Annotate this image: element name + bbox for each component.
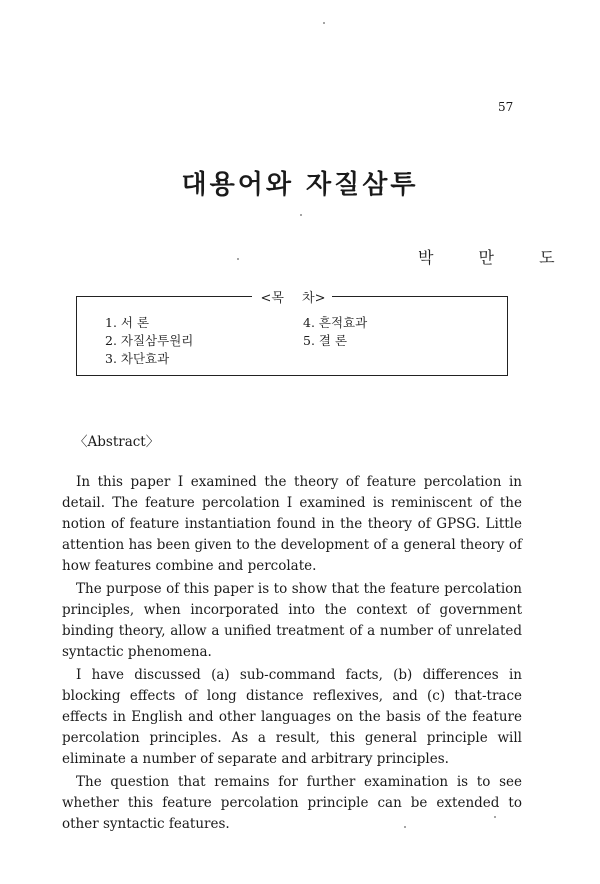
table-of-contents — [76, 291, 508, 376]
scan-speck — [494, 816, 496, 818]
abstract-body — [62, 472, 522, 837]
paper-title: 대용어와 자질삼투 — [181, 170, 419, 200]
toc-item: 2. 자질삼투원리 — [105, 333, 194, 348]
toc-item: 1. 서 론 — [105, 315, 150, 330]
abstract-paragraph: The purpose of this paper is to show that the feature percolation principles, when incorporated into the context of government binding theory, allow a unified treatment of a number of unrelated syntactic phenomena. — [62, 581, 522, 660]
toc-heading: <목 차> — [260, 291, 326, 306]
abstract-paragraph: In this paper I examined the theory of feature percolation in detail. The feature percolation I examined is reminiscent of the notion of feature instantiation found in the theory of GPSG. Little attention has been given to the development of a general theory of how features combine and percolate. — [62, 474, 522, 574]
toc-item: 3. 차단효과 — [105, 351, 170, 366]
abstract-paragraph: The question that remains for further examination is to see whether this feature percolation principle can be extended to other syntactic features. — [62, 774, 522, 832]
scan-speck — [404, 826, 406, 828]
toc-item: 5. 결 론 — [303, 333, 348, 348]
scan-speck — [237, 258, 239, 260]
toc-item: 4. 흔적효과 — [303, 315, 368, 330]
abstract-label: 〈Abstract〉 — [74, 434, 160, 450]
scan-speck — [300, 214, 302, 216]
scan-speck — [323, 22, 325, 24]
author-name: 박 만 도 — [418, 248, 575, 267]
page-number: 57 — [498, 100, 514, 114]
abstract-paragraph: I have discussed (a) sub-command facts, (b) differences in blocking effects of long distance reflexives, and (c) that-trace effects in English and other languages on the basis of the feature percolation principles. As a result, this general principle will eliminate a number of separate and arbitrary principles. — [62, 667, 522, 767]
